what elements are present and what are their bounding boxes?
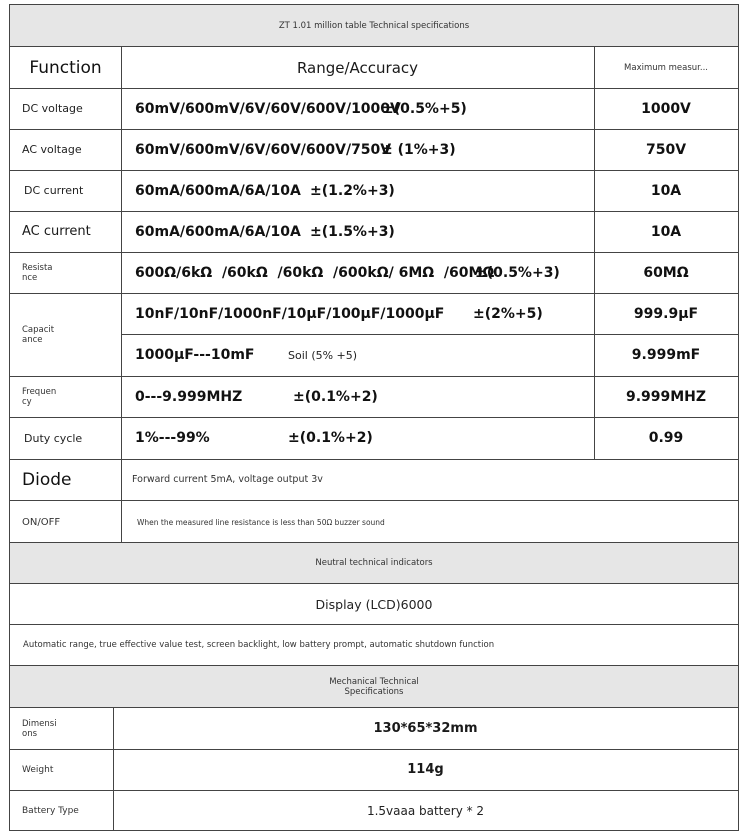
dc-current-range-value: 60mA/600mA/6A/10A (135, 182, 301, 199)
ac-current-max: 10A (650, 223, 682, 240)
dc-current-max: 10A (650, 182, 682, 199)
dimensions-value: 130*65*32mm (373, 721, 478, 736)
dc-voltage-max: 1000V (641, 100, 691, 117)
capacitance-range-value-1: 10nF/10nF/1000nF/10µF/100µF/1000µF (135, 305, 445, 322)
spec-title-bar (9, 4, 739, 47)
row-resistance-range (121, 252, 594, 293)
neutral-display-row (9, 583, 739, 625)
capacitance-max-1: 999.9µF (633, 305, 699, 322)
row-onoff-label: ON/OFF (22, 516, 61, 528)
mechanical-header (9, 665, 739, 708)
capacitance-max-2: 9.999mF (631, 347, 701, 363)
capacitance-range-value-2: 1000µF---10mF (135, 347, 255, 363)
capacitance-label-line2: ance (22, 334, 43, 345)
display-spec: Display (LCD)6000 (315, 596, 433, 612)
row-dc-voltage-range (121, 88, 594, 129)
duty-cycle-range-value: 1%---99% (135, 430, 210, 446)
header-range-label: Range/Accuracy (296, 58, 419, 77)
capacitance-accuracy-1: ±(2%+5) (473, 305, 543, 322)
row-capacitance-range-1 (121, 293, 594, 334)
row-dc-voltage-label: DC voltage (22, 102, 83, 115)
spec-table (9, 46, 739, 543)
battery-type-label: Battery Type (22, 806, 79, 816)
frequency-accuracy: ±(0.1%+2) (293, 388, 378, 405)
row-ac-voltage-range (121, 129, 594, 170)
capacitance-accuracy-2: Soil (5% +5) (288, 348, 358, 362)
diode-description: Forward current 5mA, voltage output 3v (132, 474, 323, 485)
row-resistance-label (22, 252, 120, 293)
neutral-title: Neutral technical indicators (315, 558, 433, 568)
duty-cycle-accuracy: ±(0.1%+2) (288, 430, 373, 446)
mechanical-title-line2: Specifications (344, 686, 404, 697)
resistance-label-line2: nce (22, 272, 38, 283)
mechanical-title (10, 666, 738, 707)
dimensions-label-line2: ons (22, 728, 38, 739)
dc-voltage-range-value: 60mV/600mV/6V/60V/600V/1000V (135, 100, 401, 117)
neutral-features-row (9, 624, 739, 666)
ac-voltage-accuracy: ± (1%+3) (381, 141, 456, 158)
resistance-label-line1: Resista (22, 262, 53, 273)
row-dc-current-label: DC current (24, 184, 84, 197)
mechanical-table (9, 707, 739, 831)
resistance-max: 60MΩ (643, 264, 689, 281)
row-frequency-label (22, 376, 120, 417)
header-function (10, 47, 121, 88)
row-frequency-range (121, 376, 594, 417)
capacitance-label-line1: Capacit (22, 324, 55, 335)
ac-voltage-max: 750V (645, 141, 687, 158)
onoff-description: When the measured line resistance is less than 50Ω buzzer sound (137, 517, 385, 527)
dc-current-accuracy: ±(1.2%+3) (310, 182, 395, 199)
weight-value: 114g (407, 762, 444, 777)
row-capacitance-range-2 (121, 334, 594, 376)
mechanical-title-line1: Mechanical Technical (329, 676, 419, 687)
ac-current-range-value: 60mA/600mA/6A/10A (135, 223, 301, 240)
row-dc-current-range (121, 170, 594, 211)
frequency-label-line2: cy (22, 396, 32, 407)
ac-current-accuracy: ±(1.5%+3) (310, 223, 395, 240)
row-ac-voltage-label: AC voltage (22, 143, 82, 156)
dc-voltage-accuracy: ±(0.5%+5) (382, 100, 467, 117)
spec-title: ZT 1.01 million table Technical specifications (278, 20, 470, 31)
weight-label: Weight (22, 764, 54, 775)
row-diode-label: Diode (22, 469, 72, 490)
row-duty-cycle-range (121, 417, 594, 459)
frequency-max: 9.999MHZ (625, 388, 707, 405)
header-max: Maximum measur... (624, 62, 708, 73)
header-range (121, 47, 594, 88)
resistance-range-value: 600Ω/6kΩ /60kΩ /60kΩ /600kΩ/ 6MΩ /60MΩ (135, 264, 495, 281)
row-ac-current-label: AC current (22, 224, 91, 239)
frequency-range-value: 0---9.999MHZ (135, 388, 243, 405)
ac-voltage-range-value: 60mV/600mV/6V/60V/600V/750V (135, 141, 392, 158)
features-text: Automatic range, true effective value test, screen backlight, low battery prompt, automatic shutdown function (23, 640, 495, 650)
row-duty-cycle-label: Duty cycle (24, 431, 83, 445)
resistance-accuracy: ±(0.5%+3) (475, 264, 560, 281)
dimensions-label-line1: Dimensi (22, 718, 57, 729)
row-capacitance-label (22, 293, 120, 376)
duty-cycle-max: 0.99 (648, 430, 684, 446)
battery-type-value: 1.5vaaa battery * 2 (366, 804, 485, 818)
row-ac-current-range (121, 211, 594, 252)
frequency-label-line1: Frequen (22, 386, 57, 397)
header-function-label: Function (29, 57, 102, 78)
dimensions-label (22, 708, 112, 749)
neutral-header (9, 542, 739, 584)
